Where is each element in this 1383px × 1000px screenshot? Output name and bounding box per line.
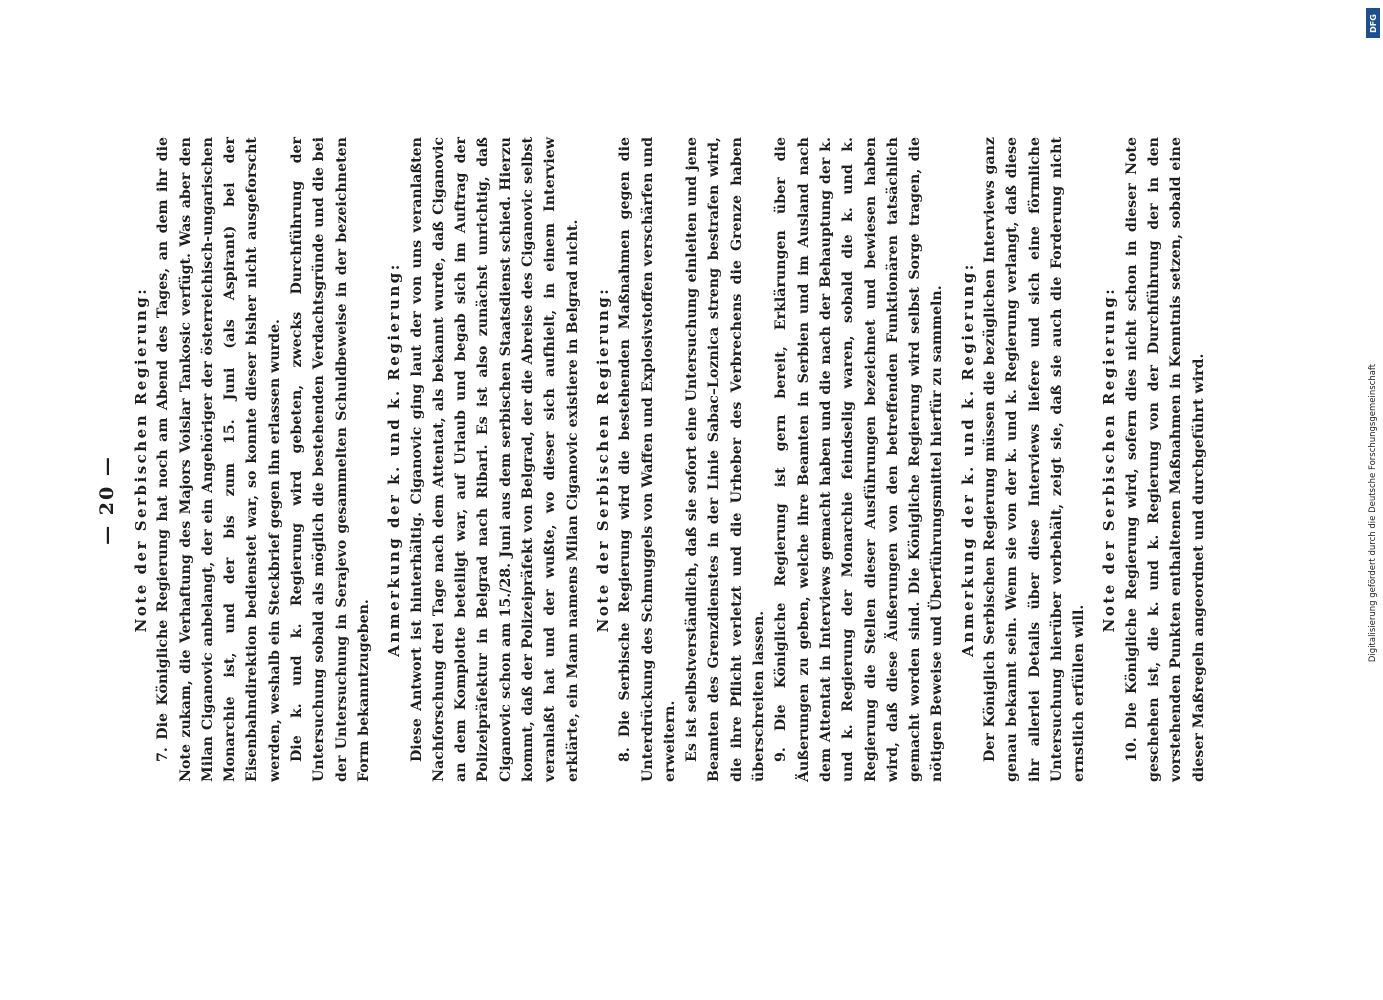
paragraph: 8. Die Serbische Regierung wird die bestehenden Maßnahmen gegen die Unterdrückung des Schmuggels von Waffen und Explosivstoffen verschärfen und erweitern.	[617, 137, 678, 782]
paragraph: 7. Die Königliche Regierung hat noch am Abend des Tages, an dem ihr die Note zukam, die Verhaftung des Majors Voislar Tankosic verfügt. Was aber den Milan Ciganovic anbelangt, der ein Angehöriger der österreichisch-ungarischen Monarchie ist, und der bis zum 15. Juni (als Aspirant) bei der Eisenbahndirektion bedienstet war, so konnte dieser bisher nicht ausgeforscht werden, weshalb ein Steckbrief gegen ihn erlassen wurde.	[155, 137, 283, 782]
paragraph: Es ist selbstverständlich, daß sie sofort eine Untersuchung einleiten und jene Beamten des Grenzdienstes in der Linie Sabac–Loznica streng bestrafen wird, die ihre Pflicht verletzt und die Urheber des Verbrechens die Grenze haben überschreiten lassen.	[684, 137, 768, 782]
section-heading: Note der Serbischen Regierung:	[132, 286, 150, 633]
paragraph: Diese Antwort ist hinterhältig. Ciganovic ging laut der von uns veranlaßten Nachforschung drei Tage nach dem Attentat, als bekannt wurde, daß Ciganovic an dem Komplotte beteiligt war, auf Urlaub und begab sich im Auftrag der Polizeipräfektur in Belgrad nach Ribari. Es ist also zunächst unrichtig, daß Ciganovic schon am 15./28. Juni aus dem serbischen Staatsdienst schied. Hierzu kommt, daß der Polizeipräfekt von Belgrad, der die Abreise des Ciganovic selbst veranlaßt hat und der wußte, wo dieser sich aufhielt, in einem Interview erklärte, ein Mann namens Milan Ciganovic existiere in Belgrad nicht.	[408, 137, 581, 782]
dfg-logo: DFG	[1366, 8, 1380, 38]
paragraph: Der Königlich Serbischen Regierung müssen die bezüglichen Interviews ganz genau bekannt sein. Wenn sie von der k. und k. Regierung verlangt, daß diese ihr allerlei Details über diese Interviews liefere und sich eine förmliche Untersuchung hierüber vorbehält, zeigt sie, daß sie auch die Forderung nicht ernstlich erfüllen will.	[981, 137, 1088, 782]
paragraph: Die k. und k. Regierung wird gebeten, zwecks Durchführung der Untersuchung sobald als möglich die bestehenden Verdachtsgründe und die bei der Untersuchung in Serajevo gesammelten Schuldbeweise in der bezeichneten Form bekanntzugeben.	[289, 137, 372, 782]
text-column	[130, 137, 1210, 782]
page-number: — 20 —	[96, 455, 118, 545]
section-heading: Note der Serbischen Regierung:	[593, 286, 612, 633]
credit-text: Digitalisierung gefördert durch die Deutsche Forschungsgemeinschaft	[1368, 363, 1378, 663]
paragraph: 9. Die Königliche Regierung ist gern bereit, Erklärungen über die Äußerungen zu geben, welche ihre Beamten in Serbien und im Ausland nach dem Attentat in Interviews gemacht haben und die nach der Behauptung der k. und k. Regierung der Monarchie feindselig waren, sobald die k. und k. Regierung die Stellen dieser Ausführungen bezeichnet und bewiesen haben wird, daß diese Äußerungen von den betreffenden Funktionären tatsächlich gemacht worden sind. Die Königliche Regierung wird selbst Sorge tragen, die nötigen Beweise und Überführungsmittel hierfür zu sammeln.	[773, 137, 946, 782]
paragraph: 10. Die Königliche Regierung wird, sofern dies nicht schon in dieser Note geschehen ist, die k. und k. Regierung von der Durchführung der in den vorstehenden Punkten enthaltenen Maßnahmen in Kenntnis setzen, sobald eine dieser Maßregeln angeordnet und durchgeführt wird.	[1123, 137, 1207, 782]
digitization-credit	[1363, 8, 1383, 998]
section-heading: Anmerkung der k. und k. Regierung:	[385, 262, 404, 657]
section-heading: Anmerkung der k. und k. Regierung:	[958, 262, 977, 657]
section-heading: Note der Serbischen Regierung:	[1100, 286, 1119, 633]
